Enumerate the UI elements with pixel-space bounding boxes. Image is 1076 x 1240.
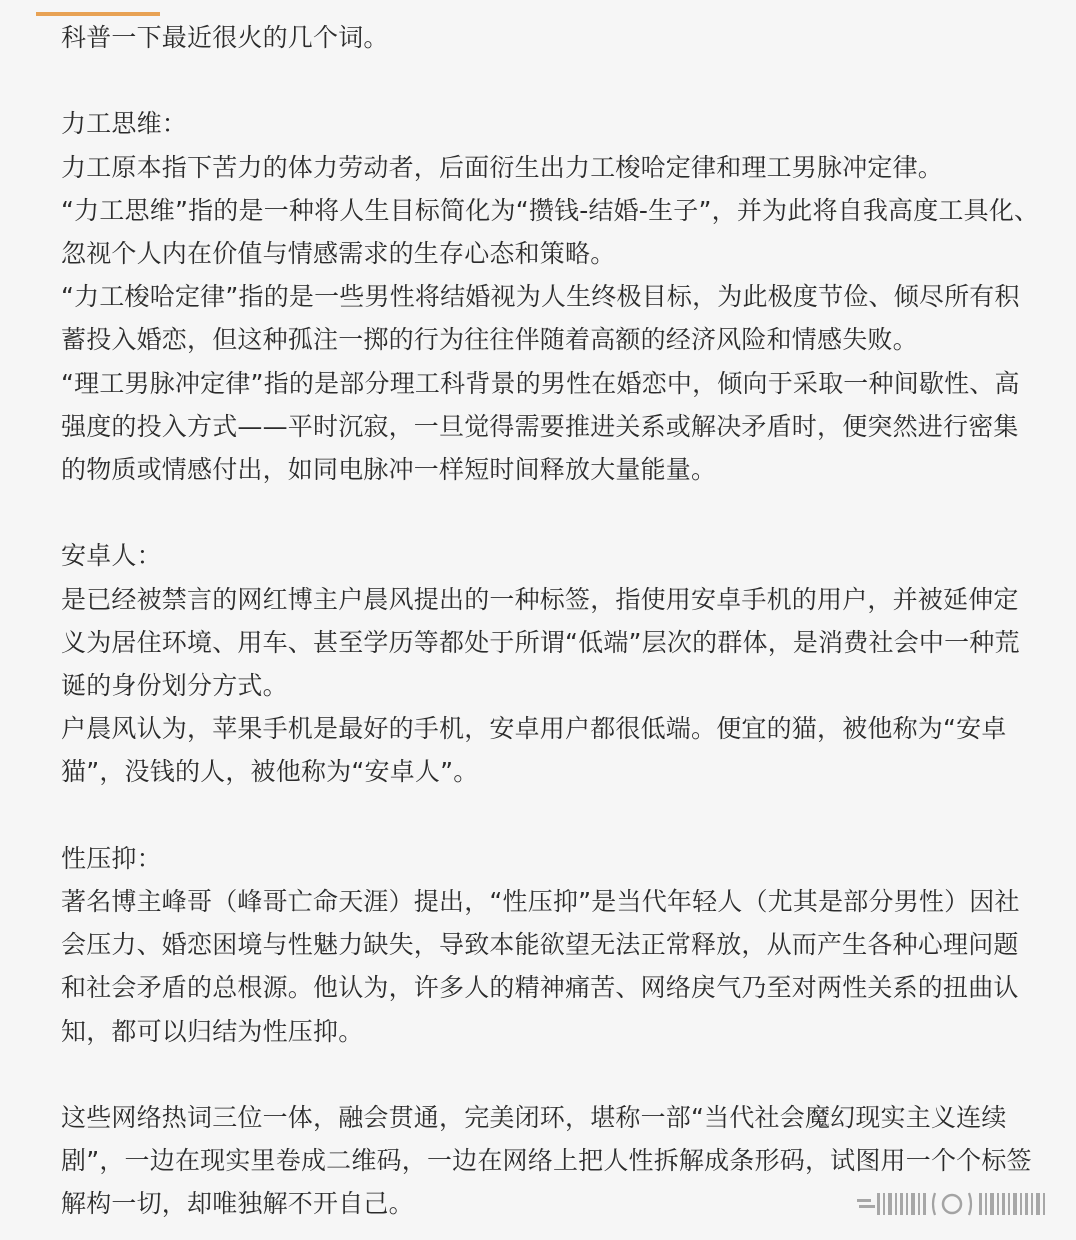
paragraph: 著名博主峰哥（峰哥亡命天涯）提出，“性压抑”是当代年轻人（尤其是部分男性）因社会压力、婚恋困境与性魅力缺失，导致本能欲望无法正常释放，从而产生各种心理问题和社会矛盾的总根源。他认为，许多人的精神痛苦、网络戾气乃至对两性关系的扭曲认知，都可以归结为性压抑。	[61, 887, 1020, 1046]
section-heading-ligong: 力工思维：	[61, 109, 188, 139]
paragraph: 力工原本指下苦力的体力劳动者，后面衍生出力工梭哈定律和理工男脉冲定律。	[61, 152, 944, 182]
conclusion-paragraph: 这些网络热词三位一体，融会贯通，完美闭环，堪称一部“当代社会魔幻现实主义连续剧”，一边在现实里卷成二维码，一边在网络上把人性拆解成条形码，试图用一个个标签解构一切，却唯独解不开自己。	[61, 1103, 1032, 1219]
section-heading-android: 安卓人：	[61, 541, 162, 571]
paragraph: 是已经被禁言的网红博主户晨风提出的一种标签，指使用安卓手机的用户，并被延伸定义为居住环境、用车、甚至学历等都处于所谓“低端”层次的群体，是消费社会中一种荒诞的身份划分方式。	[61, 584, 1020, 701]
intro-paragraph: 科普一下最近很火的几个词。	[61, 23, 389, 52]
watermark-logo	[855, 1185, 1055, 1221]
paragraph: “理工男脉冲定律”指的是部分理工科背景的男性在婚恋中，倾向于采取一种间歇性、高强度的投入方式——平时沉寂，一旦觉得需要推进关系或解决矛盾时，便突然进行密集的物质或情感付出，如同电脉冲一样短时间释放大量能量。	[61, 368, 1020, 485]
paragraph: “力工思维”指的是一种将人生目标简化为“攒钱-结婚-生子”，并为此将自我高度工具化、忽视个人内在价值与情感需求的生存心态和策略。	[61, 195, 1040, 268]
article-body	[61, 16, 1041, 1226]
paragraph: “力工梭哈定律”指的是一些男性将结婚视为人生终极目标，为此极度节俭、倾尽所有积蓄投入婚恋，但这种孤注一掷的行为往往伴随着高额的经济风险和情感失败。	[61, 282, 1020, 355]
paragraph: 户晨风认为，苹果手机是最好的手机，安卓用户都很低端。便宜的猫，被他称为“安卓猫”，没钱的人，被他称为“安卓人”。	[61, 714, 1007, 787]
section-heading-repression: 性压抑：	[61, 843, 162, 873]
